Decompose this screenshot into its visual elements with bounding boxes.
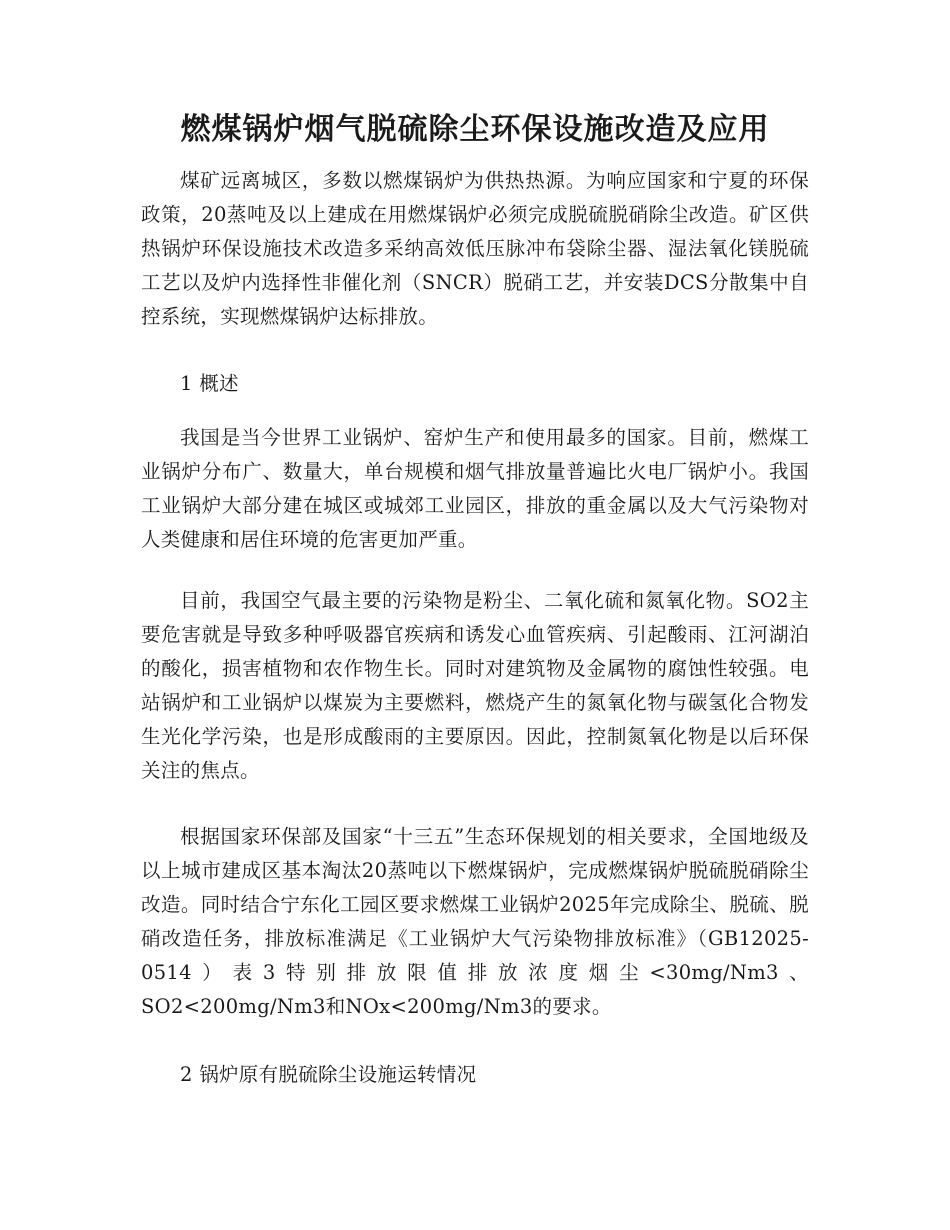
overview-paragraph-2: 目前，我国空气最主要的污染物是粉尘、二氧化硫和氮氧化物。SO2主要危害就是导致多种呼吸器官疾病和诱发心血管疾病、引起酸雨、江河湖泊的酸化，损害植物和农作物生长。同时对建筑物及金属物的腐蚀性较强。电站锅炉和工业锅炉以煤炭为主要燃料，燃烧产生的氮氧化物与碳氢化合物发生光化学污染，也是形成酸雨的主要原因。因此，控制氮氧化物是以后环保关注的焦点。 [141, 589, 809, 782]
section-heading-overview: 1 概述 [180, 372, 239, 395]
intro-paragraph: 煤矿远离城区，多数以燃煤锅炉为供热热源。为响应国家和宁夏的环保政策，20蒸吨及以上建成在用燃煤锅炉必须完成脱硫脱硝除尘改造。矿区供热锅炉环保设施技术改造多采纳高效低压脉冲布袋除尘器、湿法氧化镁脱硫工艺以及炉内选择性非催化剂（SNCR）脱硝工艺，并安装DCS分散集中自控系统，实现燃煤锅炉达标排放。 [141, 169, 809, 328]
overview-paragraph-1: 我国是当今世界工业锅炉、窑炉生产和使用最多的国家。目前，燃煤工业锅炉分布广、数量大，单台规模和烟气排放量普遍比火电厂锅炉小。我国工业锅炉大部分建在城区或城郊工业园区，排放的重金属以及大气污染物对人类健康和居住环境的危害更加严重。 [141, 426, 809, 551]
document-title: 燃煤锅炉烟气脱硫除尘环保设施改造及应用 [180, 112, 770, 147]
section-heading-original-facilities: 2 锅炉原有脱硫除尘设施运转情况 [180, 1063, 477, 1086]
overview-paragraph-3: 根据国家环保部及国家“十三五”生态环保规划的相关要求，全国地级及以上城市建成区基本淘汰20蒸吨以下燃煤锅炉，完成燃煤锅炉脱硫脱硝除尘改造。同时结合宁东化工园区要求燃煤工业锅炉2025年完成除尘、脱硫、脱硝改造任务，排放标准满足《工业锅炉大气污染物排放标准》（GB12025-0514）表3特别排放限值排放浓度烟尘<30mg/Nm3、SO2<200mg/Nm3和NOx<200mg/Nm3的要求。 [141, 825, 809, 1018]
